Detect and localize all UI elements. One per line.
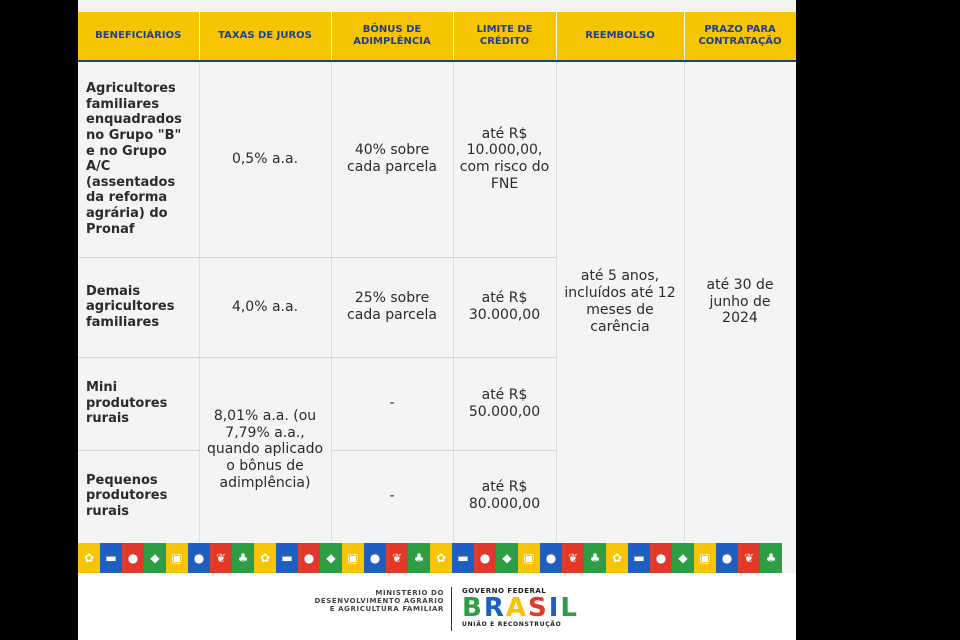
truck-icon: ▬ — [628, 543, 650, 573]
benef-cell: Mini produtores rurais — [78, 357, 199, 450]
benef-cell: Pequenos produtores rurais — [78, 450, 199, 542]
infographic-card — [78, 0, 796, 640]
footer — [78, 573, 796, 640]
flower-icon: ✿ — [606, 543, 628, 573]
limite-cell: até R$ 10.000,00, com risco do FNE — [453, 61, 556, 257]
header-limite: LIMITE DE CRÉDITO — [453, 12, 556, 61]
tractor-icon: ▣ — [518, 543, 540, 573]
leaf-icon: ❦ — [562, 543, 584, 573]
header-beneficiarios: BENEFICIÁRIOS — [78, 12, 199, 61]
fruit-icon: ● — [364, 543, 386, 573]
brasil-wordmark: BRASIL — [462, 593, 579, 623]
bonus-cell: 40% sobre cada parcela — [331, 61, 453, 257]
leaf-icon: ❦ — [738, 543, 760, 573]
corn-icon: ◆ — [144, 543, 166, 573]
benef-cell: Agricultores familiares enquadrados no Grupo "B" e no Grupo A/C (assentados da reforma agrária) do Pronaf — [78, 61, 199, 257]
benef-cell: Demais agricultores familiares — [78, 257, 199, 357]
bonus-cell: - — [331, 357, 453, 450]
ministry-name: MINISTÉRIO DO DESENVOLVIMENTO AGRÁRIO E AGRICULTURA FAMILIAR — [314, 589, 444, 614]
leaf-icon: ❦ — [386, 543, 408, 573]
decorative-band — [78, 543, 796, 573]
limite-cell: até R$ 80.000,00 — [453, 450, 556, 542]
corn-icon: ◆ — [320, 543, 342, 573]
taxa-cell: 8,01% a.a. (ou 7,79% a.a., quando aplicado o bônus de adimplência) — [199, 357, 331, 542]
flower-icon: ✿ — [430, 543, 452, 573]
leaf-icon: ❦ — [210, 543, 232, 573]
truck-icon: ▬ — [276, 543, 298, 573]
header-bonus: BÔNUS DE ADIMPLÊNCIA — [331, 12, 453, 61]
fruit-icon: ● — [716, 543, 738, 573]
gov-sub-text: UNIÃO E RECONSTRUÇÃO — [462, 621, 562, 628]
sun-icon: ● — [650, 543, 672, 573]
corn-icon: ◆ — [672, 543, 694, 573]
sprout-icon: ♣ — [232, 543, 254, 573]
truck-icon: ▬ — [452, 543, 474, 573]
header-taxas: TAXAS DE JUROS — [199, 12, 331, 61]
corn-icon: ◆ — [496, 543, 518, 573]
limite-cell: até R$ 50.000,00 — [453, 357, 556, 450]
sprout-icon: ♣ — [760, 543, 782, 573]
sprout-icon: ♣ — [408, 543, 430, 573]
taxa-cell: 0,5% a.a. — [199, 61, 331, 257]
fruit-icon: ● — [540, 543, 562, 573]
sun-icon: ● — [298, 543, 320, 573]
tractor-icon: ▣ — [694, 543, 716, 573]
sun-icon: ● — [122, 543, 144, 573]
footer-divider — [451, 587, 452, 631]
gov-top-text: GOVERNO FEDERAL — [462, 587, 547, 595]
credit-table — [78, 12, 796, 542]
table-row — [78, 61, 796, 257]
reembolso-cell: até 5 anos, incluídos até 12 meses de carência — [556, 61, 684, 542]
tractor-icon: ▣ — [166, 543, 188, 573]
header-prazo: PRAZO PARA CONTRATAÇÃO — [684, 12, 796, 61]
gov-logo — [462, 587, 582, 628]
fruit-icon: ● — [188, 543, 210, 573]
truck-icon: ▬ — [100, 543, 122, 573]
flower-icon: ✿ — [78, 543, 100, 573]
sprout-icon: ♣ — [584, 543, 606, 573]
limite-cell: até R$ 30.000,00 — [453, 257, 556, 357]
prazo-cell: até 30 de junho de 2024 — [684, 61, 796, 542]
bonus-cell: 25% sobre cada parcela — [331, 257, 453, 357]
tractor-icon: ▣ — [342, 543, 364, 573]
header-row — [78, 12, 796, 61]
flower-icon: ✿ — [254, 543, 276, 573]
bonus-cell: - — [331, 450, 453, 542]
header-reembolso: REEMBOLSO — [556, 12, 684, 61]
taxa-cell: 4,0% a.a. — [199, 257, 331, 357]
sun-icon: ● — [474, 543, 496, 573]
